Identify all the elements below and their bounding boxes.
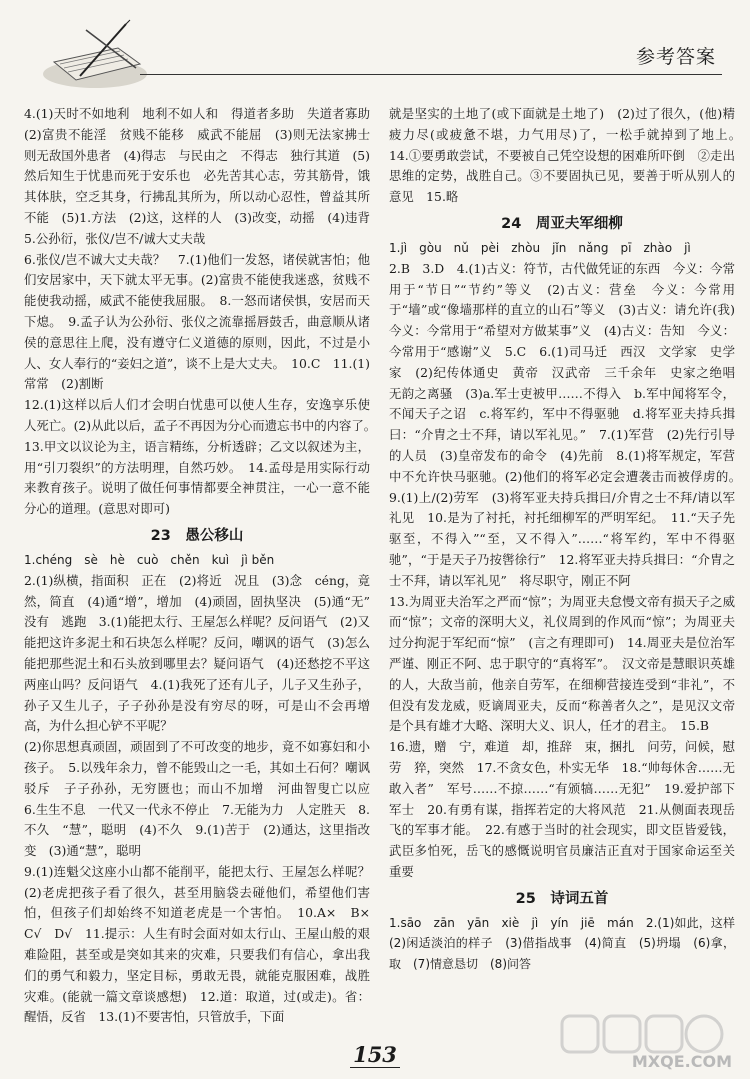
pinyin-answer: 1.chéng sè hè cuò chěn kuì jì běn	[24, 552, 275, 567]
section-title: 24 周亚夫军细柳	[501, 215, 623, 232]
pinyin-answer: 1.jì gòu nǔ pèi zhòu jǐn nǎng pī zhào jì	[389, 240, 691, 255]
pinyin-answer: 1.sāo zān yān xiè jì yín jiē mán 2.(1)如此，这样 (2)闲适淡泊的样子 (3)借指战事 (4)简直 (5)坍塌 (6)拿，取 (7)情意恳切 (8)问答	[389, 915, 748, 972]
header-rule	[140, 74, 722, 75]
left-column	[24, 104, 383, 1028]
answer-paragraph: 2.B 3.D 4.(1)古义：符节，古代做凭证的东西 今义：今常用于“节日”“节约”等义 (2)古义：营垒 今义：今常用于“墙”或“像墙那样的直立的山石”等义 (3)古义：请允许(我) 今义：今常用于“希望对方做某事”义 (4)古义：告知 今义：今常用于“感谢”义 5.C 6.(1)司马迁 西汉 文学家 史学家 (2)纪传体通史 黄帝 汉武帝 三千余年 史家之绝唱 无韵之离骚 (3)a.军士吏被甲……不得入 b.军中闻将军令，不闻天子之诏 c.将军约，军中不得驱驰 d.将军亚夫持兵揖曰：“介胄之士不拜，请以军礼见。” 7.(1)军营 (2)先行引导的人员 (3)皇帝发布的命令 (4)先前 8.(1)将军规定，军营中不允许快马驱驰。(2)他们的将军必定会遭袭击而被俘虏的。 9.(1)上/(2)劳军 (3)将军亚夫持兵揖曰/介胄之士不拜/请以军礼见 10.是为了衬托，衬托细柳军的严明军纪。 11.“天子先驱至，不得入”“至，又不得入”……“将军约，军中不得驱驰”，“于是天子乃按辔徐行” 12.将军亚夫持兵揖曰：“介胄之士不拜，请以军礼见” 将尽职守，刚正不阿	[389, 260, 748, 588]
answer-paragraph: 4.(1)天时不如地利 地利不如人和 得道者多助 失道者寡助 (2)富贵不能淫 贫贱不能移 威武不能屈 (3)则无法家拂士 则无敌国外患者 (4)得志 与民由之 不得志 独行其道 (5)然后知生于忧患而死于安乐也 必先苦其心志，劳其筋骨，饿其体肤，空乏其身，行拂乱其所为，所以动心忍性，曾益其所不能 (5)1.方法 (2)这，这样的人 (3)改变，动摇 (4)违背 5.公孙衍，张仪/岂不/诚大丈夫哉	[24, 106, 383, 246]
answer-paragraph: 9.(1)连魁父这座小山都不能削平，能把太行、王屋怎么样呢？(2)老虎把孩子看了很久，甚至用脑袋去碰他们，希望他们害怕，但孩子们却始终不知道老虎是一个害怕。 10.A× B× C√ D√ 11.提示：人生有时会面对如太行山、王屋山般的艰难险阻，甚至或是突如其来的灾难，只要我们有信心，拿出我们的勇气和毅力，坚定目标，勇敢无畏，就能克服困难，战胜灾难。(能就一篇文章谈感想) 12.道：取道，过(或走)。省：醒悟，反省 13.(1)不要害怕，只管放手，下面	[24, 863, 383, 1025]
answer-paragraph: 16.遗，赠 宁，难道 却，推辞 束，捆扎 问劳，问候，慰劳 猝，突然 17.不贪女色，朴实无华 18.“帅每休舍……无敢入者” 军号……不掠……“有颁犒……无犯” 19.爱护部下 军士 20.有勇有谋，指挥若定的大将风范 21.从侧面表现岳飞的军事才能。 22.有感于当时的社会现实，即文臣皆爱钱，武臣多怕死，岳飞的感慨说明官员廉洁正直对于国家命运至关重要	[389, 739, 748, 879]
answer-paragraph: 就是坚实的土地了(或下面就是土地了) (2)过了很久，(他)精疲力尽(或疲惫不堪，力气用尽)了，一松手就掉到了地上。 14.①要勇敢尝试，不要被自己凭空设想的困难所吓倒 ②走出思维的定势，战胜自己。③不要固执已见，要善于听从别人的意见 15.略	[389, 106, 748, 205]
watermark-text: MXQE.COM	[631, 1052, 732, 1071]
section-title: 25 诗词五首	[515, 890, 609, 907]
answer-paragraph: 2.(1)纵横，指面积 正在 (2)将近 况且 (3)念 céng，竟然，简直 (4)通“增”，增加 (4)顽固，固执坚决 (5)通“无” 没有 逃跑 3.(1)能把太行、王屋怎么样呢？反问语气 (2)又能把这许多泥土和石块怎么样呢？反问，嘲讽的语气 (3)怎么能把那些泥土和石头放到哪里去？疑问语气 (4)还愁挖不平这两座山吗？反问语气 4.(1)我死了还有儿子，儿子又生孙子，孙子又生儿子，子子孙孙是没有穷尽的呀，可是山不会再增高，为什么担心铲不平呢？	[24, 572, 383, 734]
answer-paragraph: 12.(1)这样以后人们才会明白忧患可以使人生存，安逸享乐使人死亡。(2)从此以后，孟子不再因为分心而遗忘书中的内容了。 13.甲文以议论为主，语言精练，分析透辟；乙文以叙述为主，用“引刀裂织”的方法明理，自然巧妙。 14.孟母是用实际行动来教育孩子。说明了做任何事情都要全神贯注，一心一意不能分心的道理。(意思对即可)	[24, 397, 383, 517]
page-number-text: 153	[350, 1042, 400, 1068]
writing-desk-icon	[40, 18, 150, 92]
right-column	[389, 104, 748, 975]
answer-paragraph: 6.张仪/岂不诚大丈夫哉？ 7.(1)他们一发怒，诸侯就害怕；他们安居家中，天下就太平无事。(2)富贵不能使我迷惑，贫贱不能使我动摇，威武不能使我屈服。 8.一怒而诸侯惧，安居而天下熄。 9.孟子认为公孙衍、张仪之流靠摇唇鼓舌，曲意顺从诸侯的意思往上爬，没有遵守仁义道德的原则，因此，不过是小人、女人奉行的“妾妇之道”，谈不上是大丈夫。 10.C 11.(1)常常 (2)割断	[24, 251, 370, 392]
answer-paragraph: 13.为周亚夫治军之严而“惊”；为周亚夫怠慢文帝有损天子之威而“惊”；文帝的深明大义，礼仪周到的作风而“惊”；为周亚夫过分拘泥于军纪而“惊” (言之有理即可) 14.周亚夫是位治军严谨、刚正不阿、忠于职守的“真将军”。 汉文帝是慧眼识英雄的人，大敌当前，他亲自劳军，在细柳营接连受到“非礼”，不但没有发龙威，贬谪周亚夫，反而“称善者久之”，是见汉文帝是个具有雄才大略、深明大义、识人，任才的君主。 15.B	[389, 593, 735, 734]
section-title: 23 愚公移山	[150, 527, 244, 544]
answer-paragraph: (2)你思想真顽固，顽固到了不可改变的地步，竟不如寡妇和小孩子。 5.以残年余力，曾不能毁山之一毛，其如土石何？嘲讽 驳斥 子子孙孙，无穷匮也；而山不加增 河曲智叟亡以应 6.生生不息 一代又一代永不停止 7.无能为力 人定胜天 8.不久 “慧”，聪明 (4)不久 9.(1)苦于 (2)通达，这里指改变 (3)通“慧”，聪明	[24, 739, 383, 859]
page-header	[0, 0, 750, 98]
page-title: 参考答案	[635, 46, 716, 68]
